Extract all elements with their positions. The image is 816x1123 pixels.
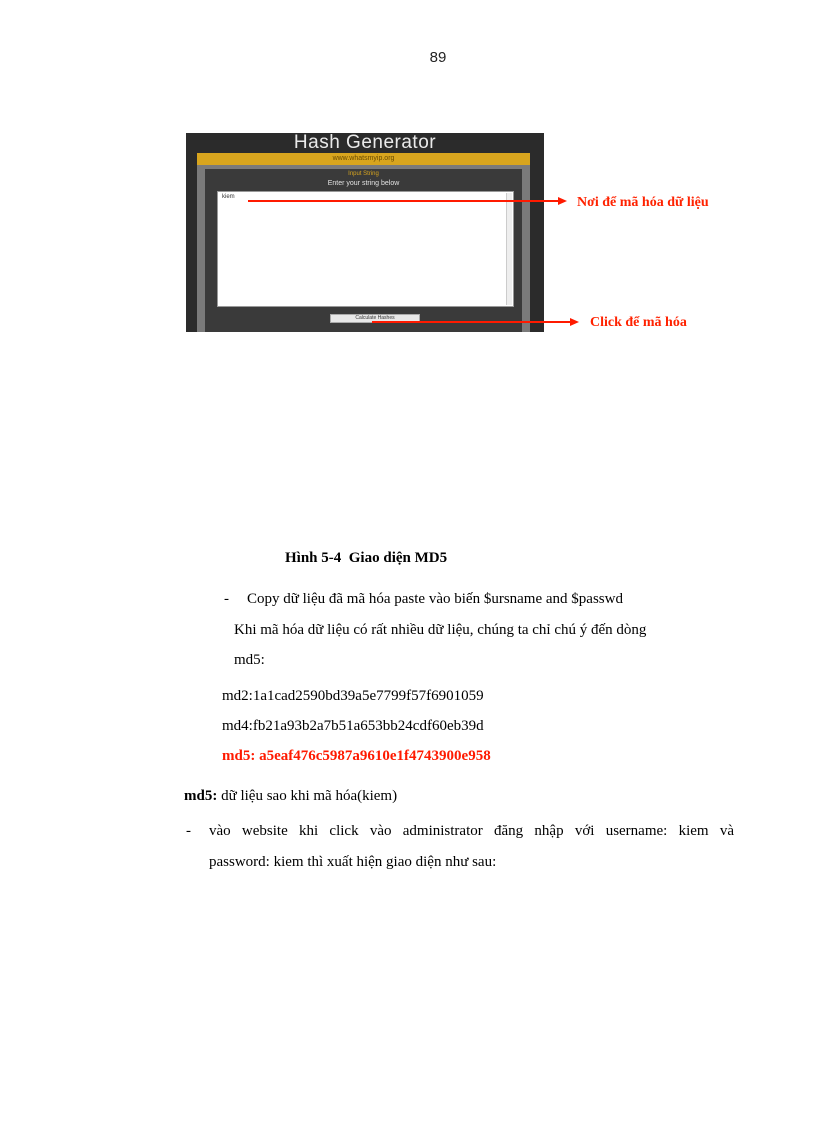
callout-calculate: Click để mã hóa: [590, 315, 687, 330]
bullet-copy-data: Copy dữ liệu đã mã hóa paste vào biến $ursname and $passwd: [247, 591, 623, 607]
calculate-hashes-button[interactable]: Calculate Hashes: [330, 314, 420, 323]
callout-input-area: Nơi để mã hóa dữ liệu: [577, 195, 709, 210]
button-arrow-line: [372, 321, 572, 323]
button-arrow-head-icon: [570, 318, 579, 326]
page-number: 89: [429, 49, 447, 66]
input-string-label: Input String: [348, 171, 379, 177]
input-arrow-line: [248, 200, 560, 202]
url-text: www.whatsmyip.org: [332, 155, 395, 162]
input-arrow-head-icon: [558, 197, 567, 205]
md5-note-label: md5:: [184, 788, 218, 804]
md5-note: [184, 786, 397, 806]
string-textarea[interactable]: [217, 191, 514, 307]
hash-generator-title: Hash Generator: [293, 133, 437, 153]
form-panel: [205, 169, 522, 332]
hash-generator-screenshot: [186, 133, 544, 332]
md5-note-text: dữ liệu sao khi mã hóa(kiem): [221, 788, 398, 804]
form-frame: [197, 165, 530, 332]
md5-hash: md5: a5eaf476c5987a9610e1f4743900e958: [222, 748, 491, 764]
bullet-dash: -: [186, 823, 191, 839]
md2-hash: md2:1a1cad2590bd39a5e7799f57f6901059: [222, 688, 484, 704]
bullet-dash: -: [224, 591, 229, 607]
textarea-scrollbar[interactable]: [506, 193, 512, 305]
paragraph-line: Khi mã hóa dữ liệu có rất nhiều dữ liệu, chúng ta chỉ chú ý đến dòng: [234, 622, 647, 638]
paragraph-line: password: kiem thì xuất hiện giao diện như sau:: [209, 854, 497, 870]
md4-hash: md4:fb21a93b2a7b51a653bb24cdf60eb39d: [222, 718, 484, 734]
textarea-value: kiem: [222, 194, 235, 200]
bullet-login-instructions: vào website khi click vào administrator đăng nhập với username: kiem và: [209, 823, 734, 839]
input-prompt: Enter your string below: [327, 180, 400, 187]
figure-caption: Hình 5-4 Giao diện MD5: [285, 550, 448, 566]
paragraph-line: md5:: [234, 652, 265, 668]
url-banner: [197, 153, 530, 165]
